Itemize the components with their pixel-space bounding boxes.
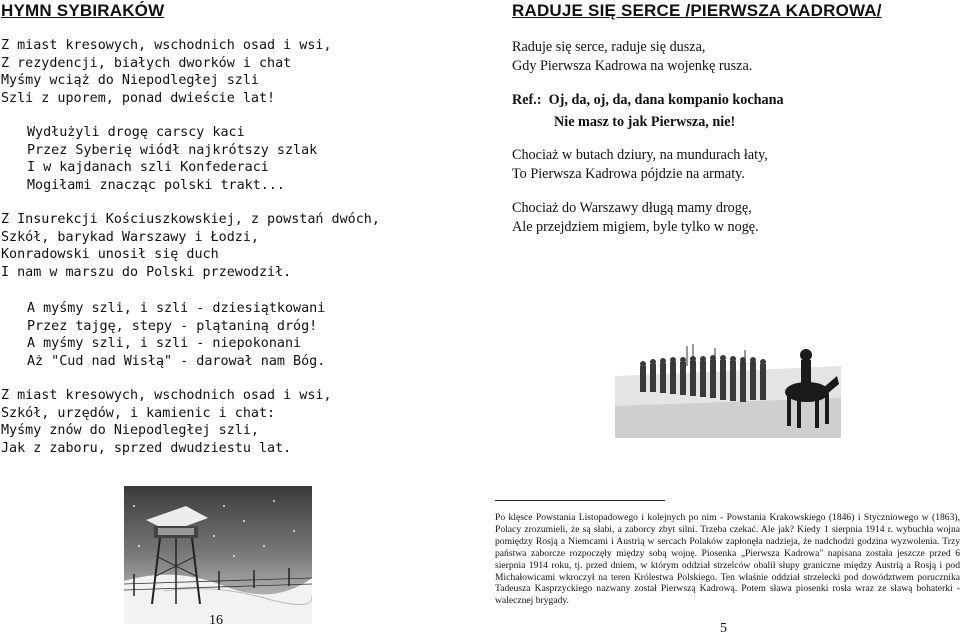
hymn-title: HYMN SYBIRAKÓW	[1, 1, 165, 20]
page-number-right: 5	[720, 621, 727, 636]
song-title: RADUJE SIĘ SERCE /PIERWSZA KADROWA/	[512, 1, 882, 20]
footnote-text: Po klęsce Powstania Listopadowego i kolejnych po nim - Powstania Krakowskiego (1846) i Styczniowego w (1863), Polacy zrozumieli, że są słabi, a zaborcy zbyt silni. Trzeba czekać. Ale jak? Kiedy 1 sierpnia 1914 r. wybuchła wojna pomiędzy Rosją a Niemcami i Austrią w sercach Polaków zapłonęła nadzieja, że nadchodzi godzina wyzwolenia. Trzy państwa zaborcze rozpoczęły między sobą wojnę. Piosenka „Pierwsza Kadrowa" napisana została jeszcze przed 6 sierpnia 1914 roku, tj. przed dniem, w którym oddział strzelców obalił słupy graniczne między Austrią a Rosją i pod Michałowicami wkroczył na teren Królestwa Polskiego. Ten właśnie oddział strzelecki pod dowództwem porucznika Tadeusza Kasprzyckiego nazwany został Pierwszą Kadrową. Potem sława piosenki rosła wraz ze sławą bohaterki - walecznej brygady.	[495, 512, 960, 607]
refrain-line-1: Ref.: Oj, da, oj, da, dana kompanio kochana	[512, 92, 784, 108]
footnote-separator	[495, 500, 665, 501]
verse-2: Chociaż w butach dziury, na mundurach łaty, To Pierwsza Kadrowa pójdzie na armaty.	[512, 147, 768, 182]
marching-soldiers-photo	[615, 336, 841, 438]
refrain-line-2: Nie masz to jak Pierwsza, nie!	[554, 114, 736, 130]
stanza-4: A myśmy szli, i szli - dziesiątkowani Przez tajgę, stepy - plątaniną dróg! A myśmy szli, i szli - niepokonani Aż "Cud nad Wisłą" - darował nam Bóg.	[27, 301, 326, 369]
page-number: 16	[209, 613, 223, 628]
stanza-2: Wydłużyli drogę carscy kaci Przez Syberię wiódł najkrótszy szlak I w kajdanach szli Konfederaci Mogiłami znacząc polski trakt...	[27, 125, 318, 193]
stanza-1: Z miast kresowych, wschodnich osad i wsi, Z rezydencji, białych dworków i chat Myśmy wciąż do Niepodległej szli Szli z uporem, ponad dwieście lat!	[1, 38, 332, 106]
left-page	[0, 0, 480, 636]
verse-3: Chociaż do Warszawy długą mamy drogę, Ale przejdziem migiem, byle tylko w nogę.	[512, 200, 759, 235]
verse-1: Raduje się serce, raduje się dusza, Gdy Pierwsza Kadrowa na wojenkę rusza.	[512, 39, 753, 74]
stanza-5: Z miast kresowych, wschodnich osad i wsi, Szkół, urzędów, i kamienic i chat: Myśmy znów do Niepodległej szli, Jak z zaboru, sprzed dwudziestu lat.	[1, 388, 332, 456]
watchtower-snow-image	[124, 486, 312, 624]
stanza-3: Z Insurekcji Kościuszkowskiej, z powstań dwóch, Szkół, barykad Warszawy i Łodzi, Konradowski unosił się duch I nam w marszu do Polski przewodził.	[1, 212, 380, 280]
